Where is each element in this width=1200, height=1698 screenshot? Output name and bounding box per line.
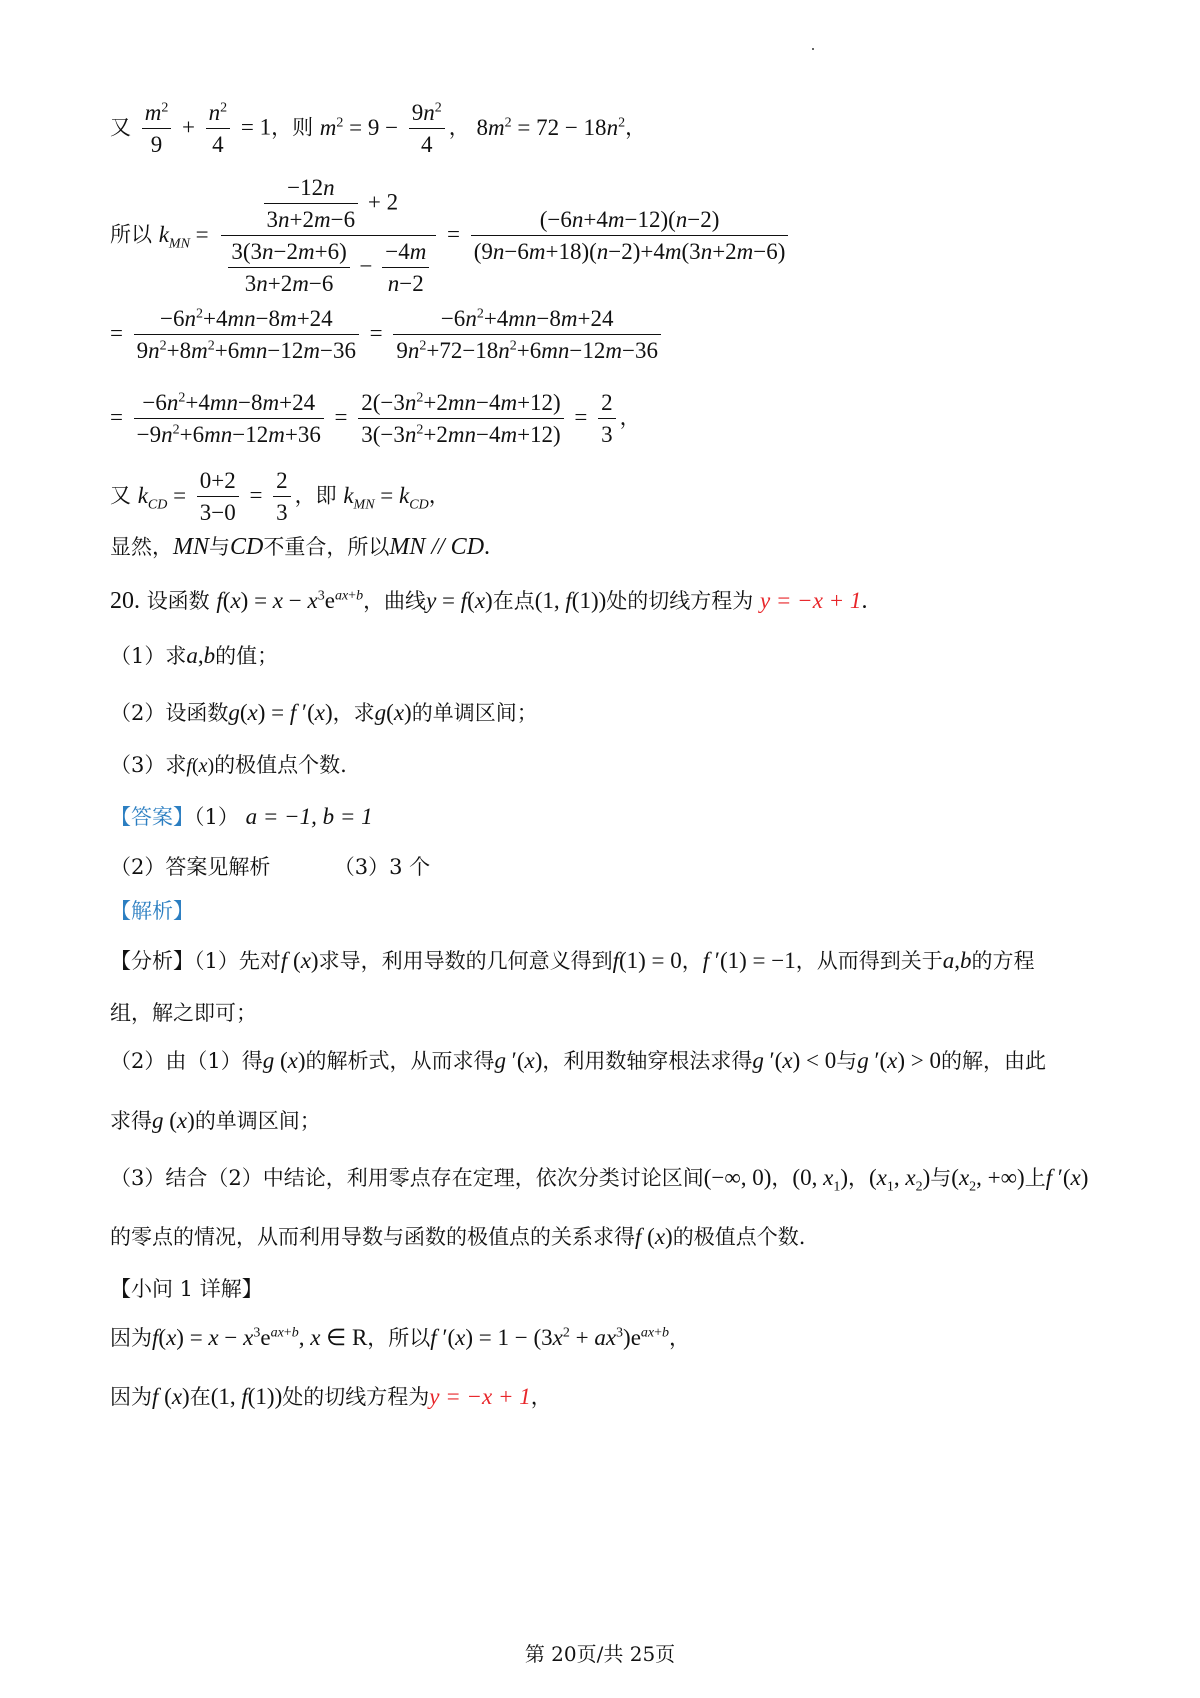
- analysis-p2-cont: 求得g (x)的单调区间；: [110, 1108, 321, 1133]
- line-expansion-1: = $\frac{-6n^2+4mn-8m+24}{9n^2+8m^2+6mn-12m-36}$ = $\frac{-6n^2+4mn-8m+24}{9n^2+72-18n^2+6mn-12m-36}$: [110, 306, 665, 364]
- answer-line-2: （2）答案见解析 （3）3 个: [110, 855, 431, 879]
- analysis-p3-cont: 的零点的情况，从而利用导数与函数的极值点的关系求得f (x)的极值点个数.: [110, 1224, 806, 1249]
- line-expansion-2: = $\frac{-6n^2+4mn-8m+24}{-9n^2+6mn-12m+36}$ = $\frac{2(-3n^2+2mn-4m+12)}{3(-3n^2+2mn-4m+12)}$ = $\frac{2}{3}$ ，: [110, 390, 641, 447]
- subsection-1-heading: 【小问 1 详解】: [110, 1277, 263, 1301]
- detail-line-1: 因为$f(x) = x - x^3e^{ax+b}$, x ∈ R，所以f $'(x) = 1 - (3x^2 + ax^3)e^{ax+b}$，: [110, 1325, 691, 1350]
- line-ellipse-relation: 又 $\frac{m^2}{9}$ + $\frac{n^2}{4}$ = 1，则 $m^2 = 9$ − $\frac{9n^2}{4}$ ， $8m^2 = 72 - 18n^2$，: [110, 100, 647, 157]
- detail-line-2: 因为f (x)在(1, f(1))处的切线方程为y = −x + 1，: [110, 1384, 552, 1409]
- analysis-p3: （3）结合（2）中结论，利用零点存在定理，依次分类讨论区间(−∞, 0)，(0, $x_1$)，($x_1$, $x_2$)与($x_2$, +∞)上f ′(x): [110, 1165, 1089, 1195]
- line-kcd: 又 $k_{CD}$ = $\frac{0+2}{3-0}$ = $\frac{2}{3}$ ，即 $k_{MN} = k_{CD}$，: [110, 468, 450, 525]
- analysis-tag: 【解析】: [110, 899, 194, 923]
- question-1: （1）求a,b的值；: [110, 643, 279, 668]
- problem-20-stem: 20. 设函数 $f(x) = x - x^3e^{ax+b}$，曲线y = f(x)在点(1, f(1))处的切线方程为 y = −x + 1.: [110, 588, 868, 614]
- analysis-p1: 【分析】（1）先对f (x)求导，利用导数的几何意义得到f(1) = 0，f ′(1) = −1，从而得到关于a,b的方程: [110, 948, 1035, 973]
- answer-tag: 【答案】: [110, 805, 194, 829]
- line-kmn-definition: 所以 $k_{MN}$ = $\frac{-12n}{3n+2m-6}$ + 2 $\frac{3(3n-2m+6)}{3n+2m-6}$ − $\frac{-4m}{n-2}$ = $\frac{(-6n+4m-12)(n-2)}{(9n-6m+18)(n-2)+4m(3n+2m-6)}$: [110, 175, 792, 297]
- question-2: （2）设函数g(x) = f ′(x)，求g(x)的单调区间；: [110, 700, 538, 725]
- kmn-fraction: $\frac{-12n}{3n+2m-6}$ + 2 $\frac{3(3n-2m+6)}{3n+2m-6}$ − $\frac{-4m}{n-2}$: [221, 175, 436, 297]
- line1-text: 又: [110, 115, 131, 140]
- tangent-line-eq: y = −x + 1: [759, 588, 862, 613]
- analysis-p2: （2）由（1）得g (x)的解析式，从而求得g ′(x)，利用数轴穿根法求得g ′(x) < 0与g ′(x) > 0的解，由此: [110, 1048, 1047, 1073]
- answer-line-1: 【答案】（1） a = −1, b = 1: [110, 804, 373, 829]
- question-3: （3）求f(x)的极值点个数.: [110, 753, 347, 777]
- speck: [812, 48, 814, 50]
- page-footer: 第 20页/共 25页: [524, 1642, 676, 1666]
- kmn-simplified: $\frac{(-6n+4m-12)(n-2)}{(9n-6m+18)(n-2)+4m(3n+2m-6)}$: [471, 207, 789, 265]
- line-conclusion: 显然，MN与CD不重合，所以MN // CD.: [110, 534, 491, 560]
- analysis-p1-cont: 组，解之即可；: [110, 1001, 257, 1025]
